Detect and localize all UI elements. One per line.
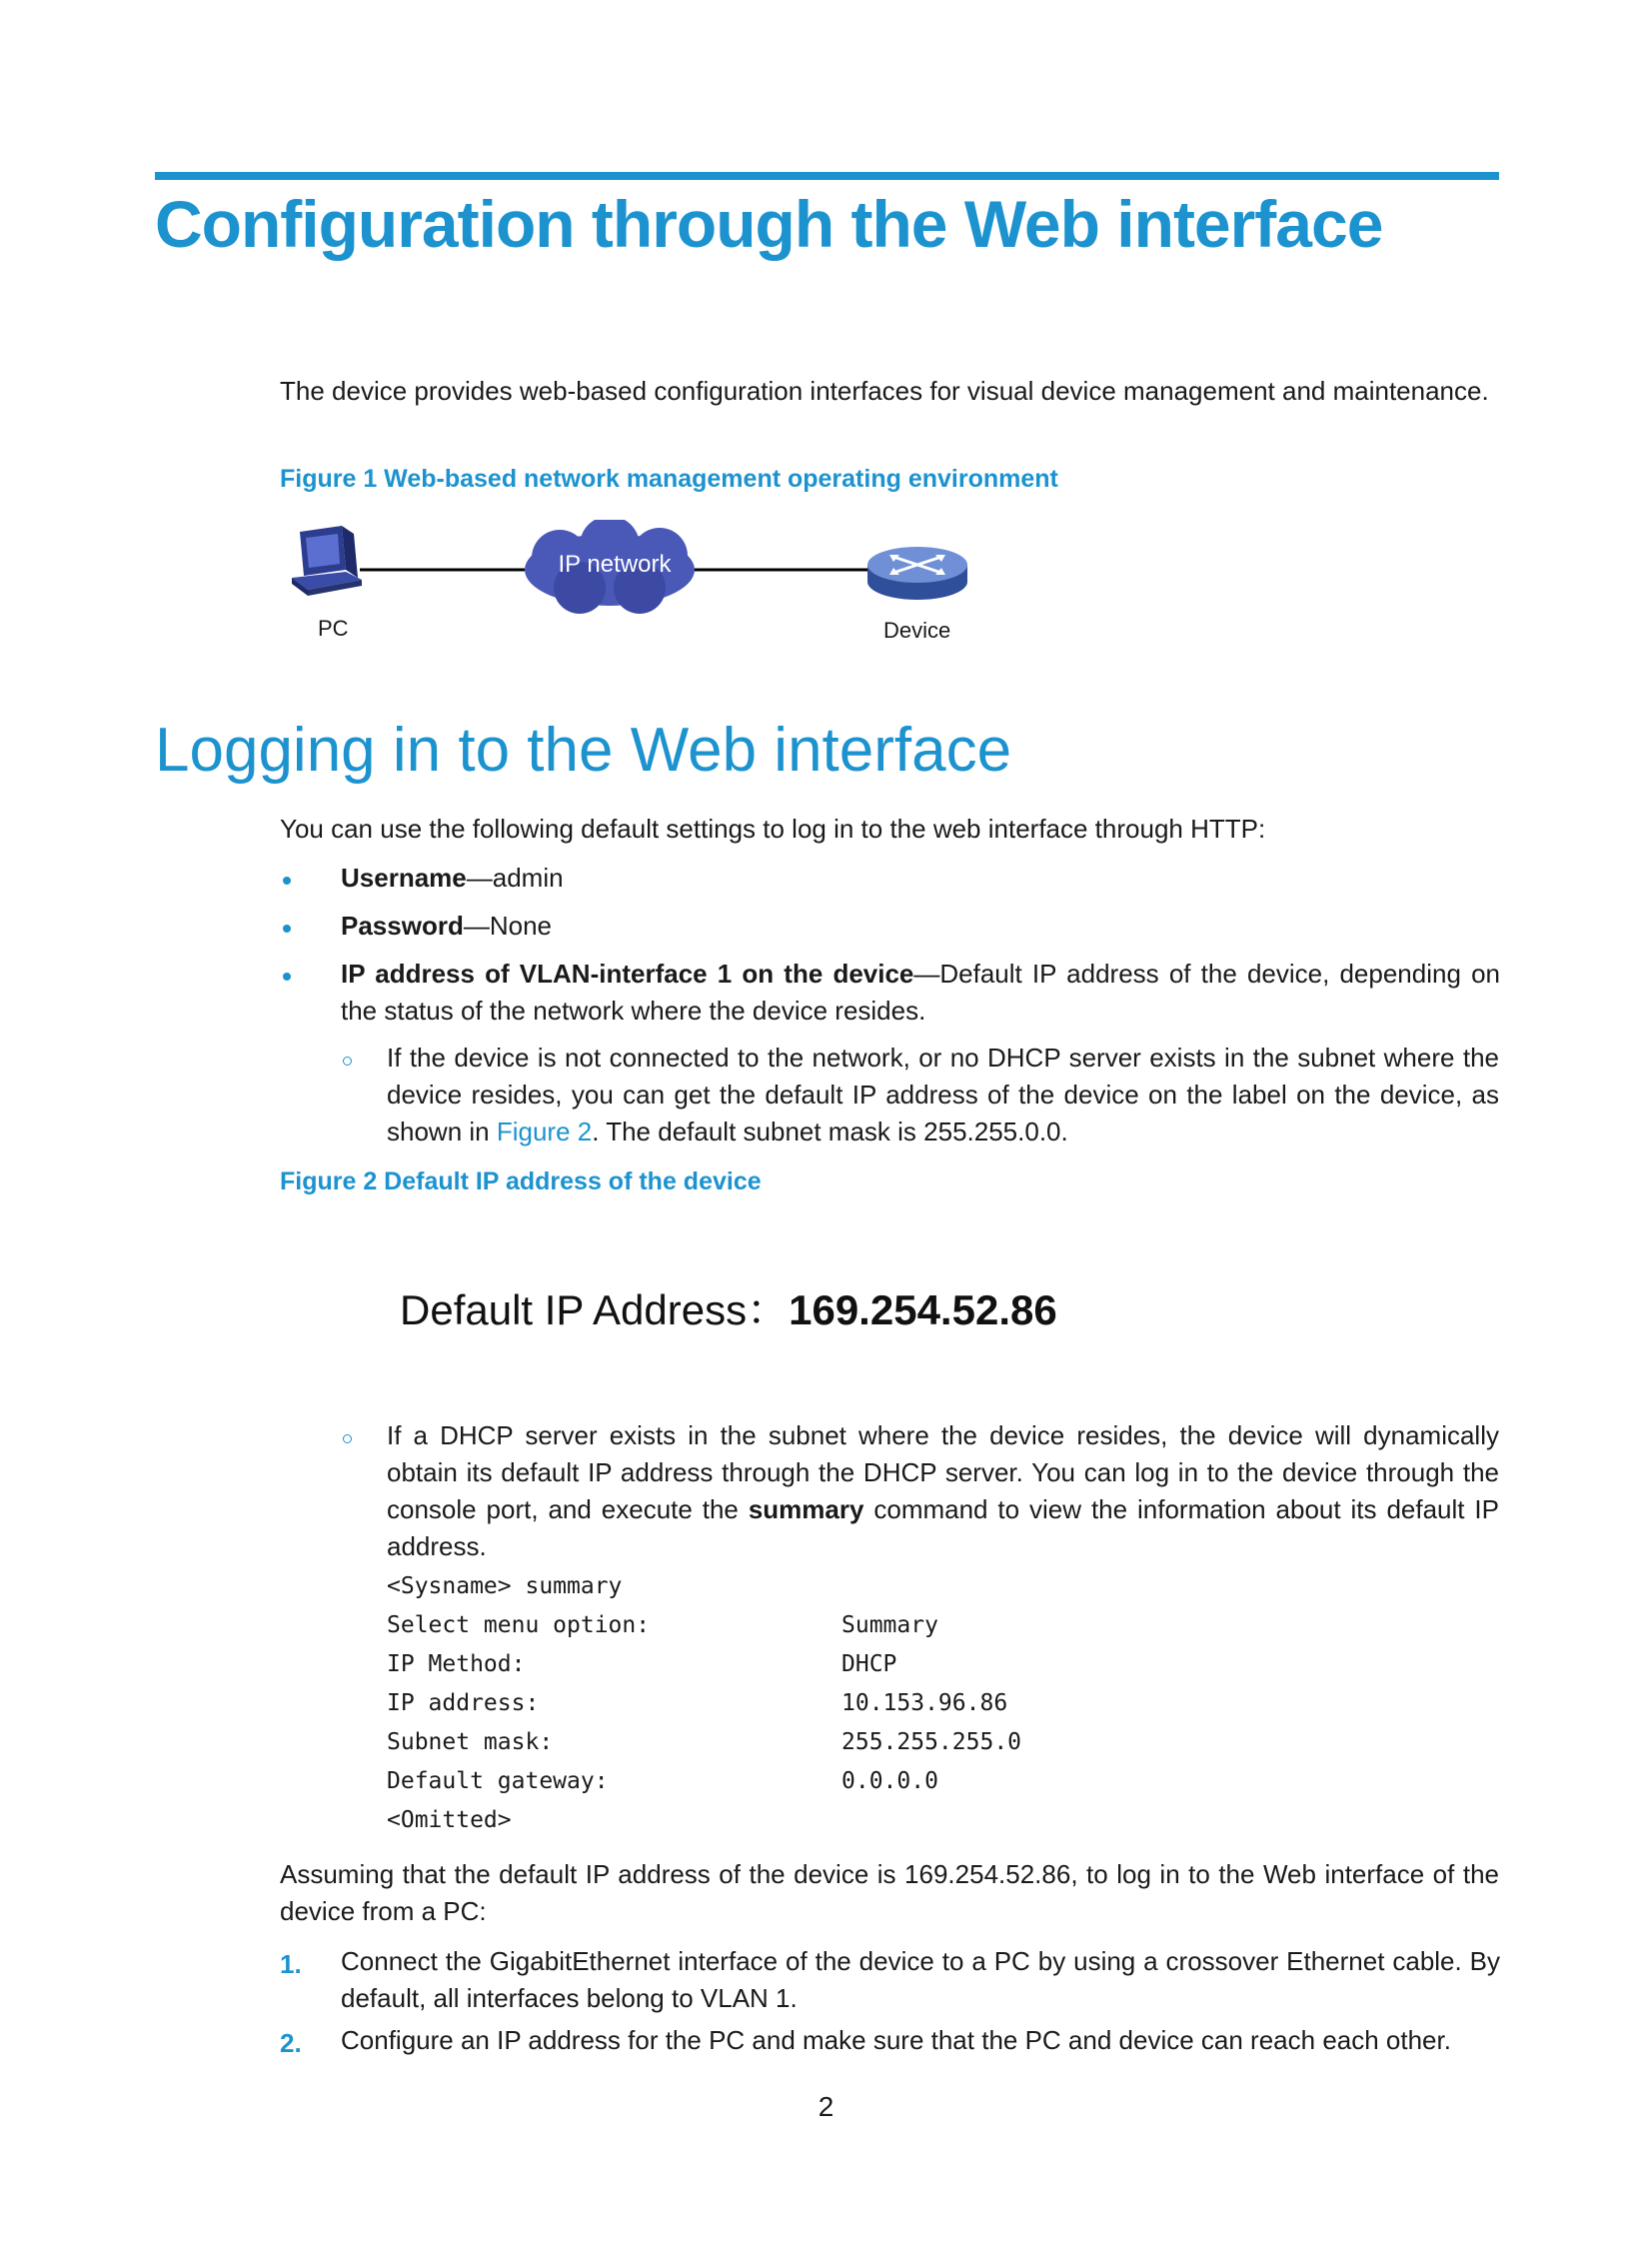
code-value: Summary bbox=[841, 1612, 938, 1638]
subsection-title: Logging in to the Web interface bbox=[155, 716, 1012, 785]
sub-bullet bbox=[343, 1434, 352, 1443]
sub-item-no-dhcp bbox=[387, 1040, 1499, 1150]
figure2-image bbox=[400, 1277, 1057, 1337]
code-value: 255.255.255.0 bbox=[841, 1729, 1022, 1755]
cloud-label: IP network bbox=[558, 551, 672, 578]
default-desc: —None bbox=[463, 911, 552, 941]
default-term: IP address of VLAN-interface 1 on the device bbox=[341, 959, 914, 989]
sub2-text: If a DHCP server exists in the subnet where the device resides, the device will dynamically obtain its default IP address through the DHCP server. You can log in to the device through the console port, and execute the bbox=[387, 1420, 1499, 1524]
code-key: IP Method: bbox=[387, 1651, 526, 1677]
default-ip-label: Default IP Address： bbox=[400, 1286, 790, 1333]
default-term: Password bbox=[341, 911, 464, 941]
code-key: Subnet mask: bbox=[387, 1729, 554, 1755]
code-line: <Sysname> summary bbox=[387, 1573, 623, 1599]
bullet-dot bbox=[283, 973, 291, 981]
summary-command: summary bbox=[748, 1494, 864, 1524]
code-value: DHCP bbox=[841, 1651, 897, 1677]
code-line: <Omitted> bbox=[387, 1807, 512, 1833]
step-number: 1. bbox=[280, 1949, 302, 1979]
device-label: Device bbox=[883, 618, 951, 643]
default-ip bbox=[341, 956, 1500, 1030]
code-key: IP address: bbox=[387, 1690, 540, 1716]
default-desc: —admin bbox=[466, 863, 564, 893]
code-key: Default gateway: bbox=[387, 1768, 609, 1794]
code-key: Select menu option: bbox=[387, 1612, 651, 1638]
code-value: 0.0.0.0 bbox=[841, 1768, 938, 1794]
sub-item-dhcp bbox=[387, 1417, 1499, 1565]
figure1-diagram bbox=[280, 520, 979, 650]
step-number: 2. bbox=[280, 2028, 302, 2058]
default-ip-value: 169.254.52.86 bbox=[789, 1286, 1057, 1333]
default-desc: —Default IP address of the device, depending on the status of the network where the device resides. bbox=[341, 959, 1500, 1026]
figure2-caption: Figure 2 Default IP address of the device bbox=[280, 1167, 762, 1195]
section-title: Configuration through the Web interface bbox=[155, 187, 1383, 261]
default-password bbox=[341, 908, 1500, 945]
sub1-text-after: . The default subnet mask is 255.255.0.0. bbox=[592, 1117, 1068, 1146]
figure1-caption: Figure 1 Web-based network management operating environment bbox=[280, 465, 1058, 493]
pc-icon bbox=[292, 526, 362, 596]
pc-label: PC bbox=[318, 616, 349, 641]
intro-paragraph: The device provides web-based configuration interfaces for visual device management and maintenance. bbox=[280, 376, 1489, 406]
page-number: 2 bbox=[818, 2091, 834, 2122]
device-icon bbox=[867, 547, 967, 600]
step-text: Connect the GigabitEthernet interface of the device to a PC by using a crossover Ethernet cable. By default, all interfaces belong to VLAN 1. bbox=[341, 1946, 1500, 2013]
sub-bullet bbox=[343, 1057, 352, 1066]
sub1-text: If the device is not connected to the network, or no DHCP server exists in the subnet where the device resides, you can get the default IP address of the device on the label on the device, as shown in bbox=[387, 1043, 1499, 1146]
sub2-text-after: command to view the information about its default IP address. bbox=[387, 1494, 1499, 1561]
bullet-dot bbox=[283, 925, 291, 933]
title-rule bbox=[155, 172, 1499, 180]
network-diagram bbox=[280, 520, 979, 650]
step-text: Configure an IP address for the PC and make sure that the PC and device can reach each other. bbox=[341, 2025, 1451, 2055]
defaults-intro: You can use the following default settings to log in to the web interface through HTTP: bbox=[280, 814, 1266, 844]
default-term: Username bbox=[341, 863, 467, 893]
default-username bbox=[341, 860, 1500, 897]
bullet-dot bbox=[283, 877, 291, 885]
code-value: 10.153.96.86 bbox=[841, 1690, 1008, 1716]
figure2-link[interactable]: Figure 2 bbox=[496, 1117, 593, 1146]
assume-paragraph: Assuming that the default IP address of the device is 169.254.52.86, to log in to the Web interface of the device from a PC: bbox=[280, 1859, 1499, 1926]
